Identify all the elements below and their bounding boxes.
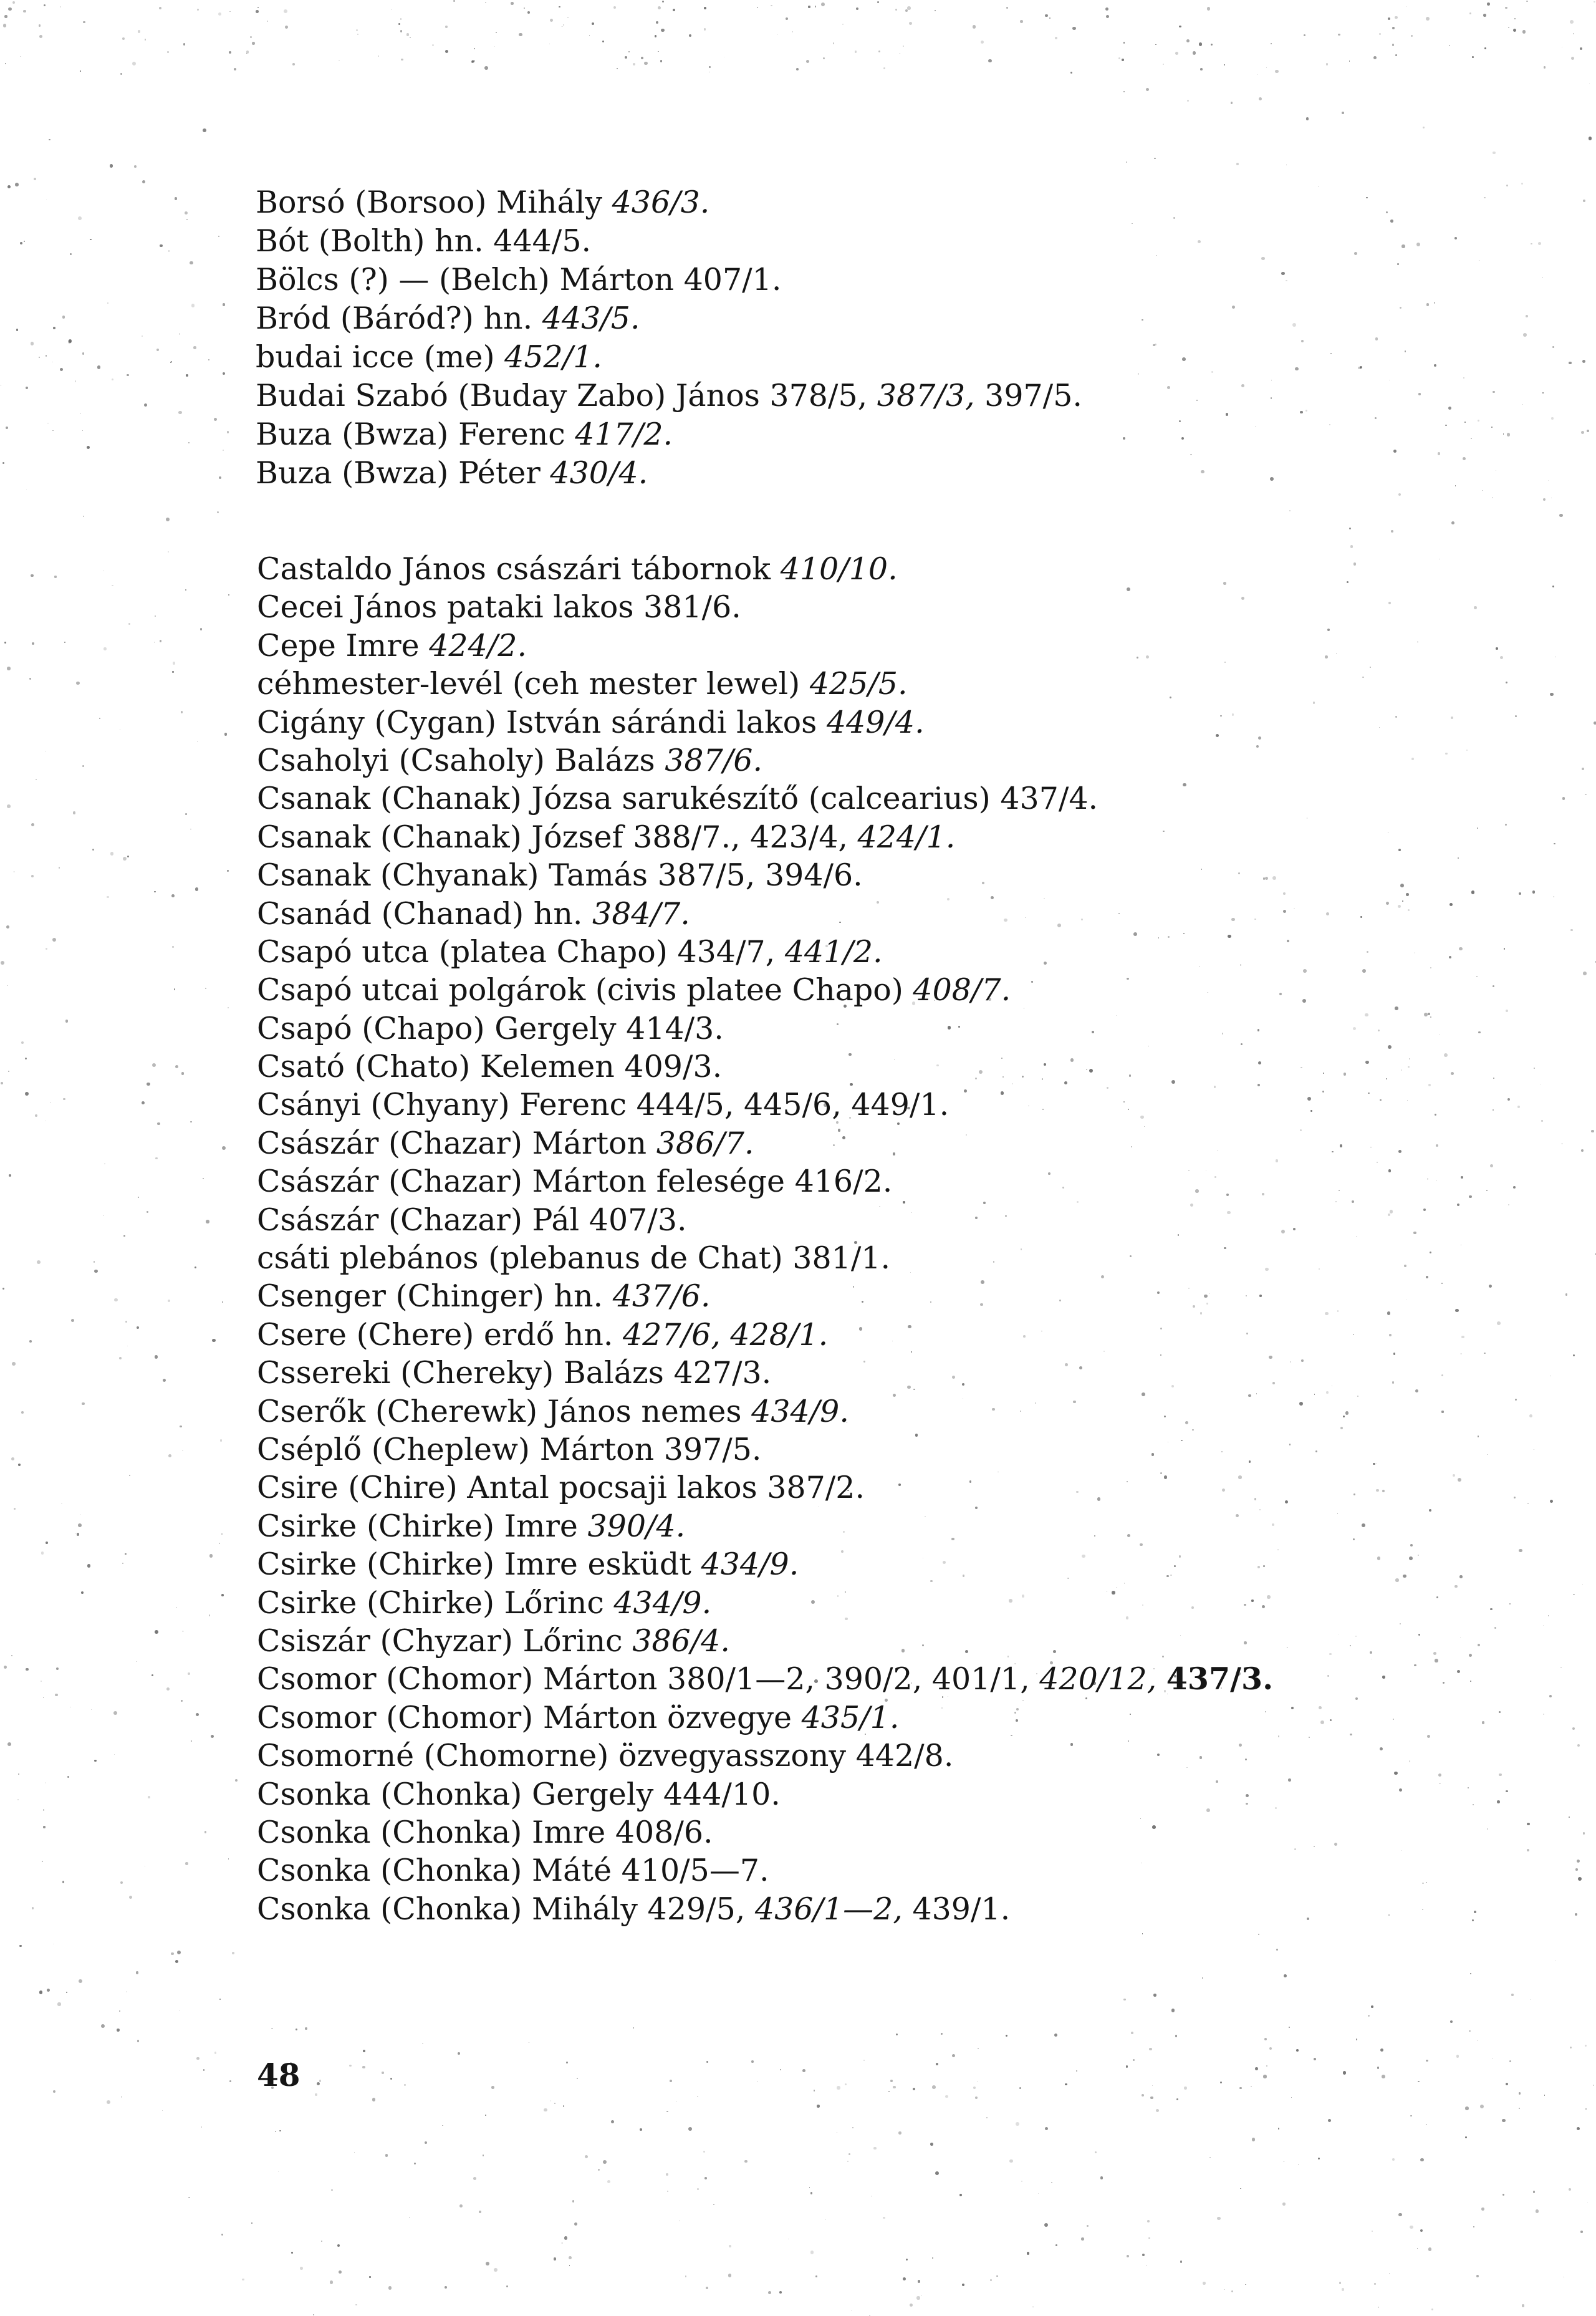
entry-text: Cepe Imre bbox=[257, 627, 430, 663]
index-entry bbox=[257, 741, 1441, 779]
entry-text: céhmester-levél (ceh mester lewel) bbox=[257, 666, 810, 702]
index-entry bbox=[257, 1354, 1441, 1392]
entry-text: 430/4. bbox=[550, 455, 648, 491]
entry-text: 439/1. bbox=[902, 1891, 1011, 1927]
index-entry bbox=[257, 1277, 1441, 1315]
entry-text: Császár (Chazar) Pál 407/3. bbox=[257, 1202, 687, 1238]
entry-text: Csanak (Chanak) Józsa sarukészítő (calcearius) 437/4. bbox=[257, 781, 1098, 817]
entry-text: Csonka (Chonka) Máté 410/5—7. bbox=[257, 1853, 769, 1889]
entry-text: Csányi (Chyany) Ferenc 444/5, 445/6, 449/1. bbox=[257, 1087, 949, 1123]
entry-text: Csirke (Chirke) Lőrinc bbox=[257, 1585, 614, 1621]
entry-text: Csató (Chato) Kelemen 409/3. bbox=[257, 1049, 723, 1085]
entry-text: Csaholyi (Csaholy) Balázs bbox=[257, 742, 665, 778]
entry-text: 384/7. bbox=[592, 895, 690, 932]
entry-text bbox=[1156, 1661, 1166, 1697]
entry-text: 443/5. bbox=[542, 301, 640, 336]
index-entry bbox=[257, 933, 1441, 971]
entry-text: Csonka (Chonka) Imre 408/6. bbox=[257, 1814, 713, 1850]
entry-text: 420/12, bbox=[1039, 1661, 1157, 1697]
entry-text: Csomor (Chomor) Márton özvegye bbox=[257, 1699, 802, 1735]
entry-text: Cecei János pataki lakos 381/6. bbox=[257, 589, 741, 625]
index-entry bbox=[256, 222, 1440, 261]
entry-text: Császár (Chazar) Márton felesége 416/2. bbox=[257, 1164, 893, 1200]
index-entry bbox=[257, 1124, 1441, 1162]
entry-text: Csomorné (Chomorne) özvegyasszony 442/8. bbox=[257, 1738, 954, 1774]
entry-text: Buza (Bwza) Ferenc bbox=[256, 417, 575, 452]
entry-text: 386/7. bbox=[656, 1125, 754, 1161]
entry-text: 424/2. bbox=[429, 627, 527, 663]
entry-text: 435/1. bbox=[801, 1699, 900, 1735]
entry-text: 424/1. bbox=[857, 819, 956, 855]
index-entry bbox=[257, 1048, 1441, 1086]
entry-text: Csirke (Chirke) Imre esküdt bbox=[257, 1546, 701, 1583]
index-entry bbox=[257, 1584, 1441, 1622]
entry-text: 386/4. bbox=[632, 1623, 730, 1659]
index-entry bbox=[257, 1086, 1441, 1124]
entry-text: 436/3. bbox=[612, 185, 710, 220]
entry-text: Borsó (Borsoo) Mihály bbox=[256, 185, 612, 220]
entry-text: 434/9. bbox=[751, 1393, 849, 1429]
index-entry bbox=[256, 261, 1440, 299]
entry-text: Csomor (Chomor) Márton 380/1—2, 390/2, 401/1, bbox=[257, 1661, 1040, 1697]
entry-text: Cssereki (Chereky) Balázs 427/3. bbox=[257, 1355, 772, 1391]
entry-text: Csirke (Chirke) Imre bbox=[257, 1508, 588, 1544]
index-entry bbox=[257, 665, 1441, 703]
entry-text: Csere (Chere) erdő hn. bbox=[257, 1316, 623, 1353]
index-entry bbox=[257, 1851, 1441, 1889]
entry-text: Csiszár (Chyzar) Lőrinc bbox=[257, 1623, 633, 1659]
index-entry bbox=[257, 1699, 1441, 1737]
entry-text: Csapó (Chapo) Gergely 414/3. bbox=[257, 1010, 724, 1046]
index-entry bbox=[257, 550, 1441, 588]
entry-text: 437/3. bbox=[1166, 1661, 1274, 1697]
index-entries-c bbox=[257, 550, 1441, 1928]
entry-text: Cséplő (Cheplew) Márton 397/5. bbox=[257, 1431, 762, 1467]
entry-text: Csanak (Chanak) József 388/7., 423/4, bbox=[257, 819, 858, 855]
entry-text: Csapó utca (platea Chapo) 434/7, bbox=[257, 934, 785, 970]
entry-text: 427/6, 428/1. bbox=[623, 1316, 829, 1353]
entry-text: 417/2. bbox=[575, 417, 673, 452]
index-entry bbox=[257, 1201, 1441, 1239]
index-entry bbox=[257, 1431, 1441, 1469]
entry-text: Budai Szabó (Buday Zabo) János 378/5, bbox=[256, 378, 877, 413]
entry-text: 434/9. bbox=[701, 1546, 799, 1583]
index-entry bbox=[257, 856, 1441, 894]
index-entry bbox=[257, 779, 1441, 818]
entry-text: Castaldo János császári tábornok bbox=[257, 551, 781, 587]
index-entry bbox=[257, 1813, 1441, 1851]
entry-text: csáti plebános (plebanus de Chat) 381/1. bbox=[257, 1240, 891, 1276]
index-entry bbox=[257, 1316, 1441, 1354]
entry-text: Csonka (Chonka) Gergely 444/10. bbox=[257, 1776, 781, 1812]
entry-text: 408/7. bbox=[913, 972, 1011, 1008]
entry-text: 387/6. bbox=[665, 742, 763, 778]
entry-text: 410/10. bbox=[780, 551, 898, 587]
entry-text: 452/1. bbox=[504, 339, 602, 375]
index-entry bbox=[256, 454, 1440, 493]
index-entry bbox=[256, 338, 1440, 377]
entry-text: 425/5. bbox=[809, 666, 908, 702]
index-entries-b bbox=[256, 183, 1440, 493]
entry-text: Buza (Bwza) Péter bbox=[256, 455, 550, 491]
entry-text: 387/3, bbox=[877, 378, 975, 413]
index-entry bbox=[257, 1162, 1441, 1200]
index-entry bbox=[257, 1775, 1441, 1813]
index-entry bbox=[256, 183, 1440, 222]
index-entry bbox=[257, 588, 1441, 626]
entry-text: Császár (Chazar) Márton bbox=[257, 1125, 656, 1161]
index-entry bbox=[256, 299, 1440, 338]
entry-text: Bót (Bolth) hn. 444/5. bbox=[256, 223, 592, 259]
index-entry bbox=[257, 895, 1441, 933]
entry-text: Csenger (Chinger) hn. bbox=[257, 1278, 613, 1315]
entry-text: 436/1—2, bbox=[754, 1891, 903, 1927]
index-entry bbox=[257, 1469, 1441, 1507]
entry-text: 449/4. bbox=[826, 704, 925, 740]
entry-text: Csanád (Chanad) hn. bbox=[257, 895, 593, 932]
index-entry bbox=[257, 627, 1441, 665]
entry-text: budai icce (me) bbox=[256, 339, 505, 375]
index-entry bbox=[257, 1239, 1441, 1277]
index-entry bbox=[257, 1010, 1441, 1048]
index-entry bbox=[256, 415, 1440, 454]
entry-text: Bölcs (?) — (Belch) Márton 407/1. bbox=[256, 262, 782, 297]
entry-text: 437/6. bbox=[612, 1278, 711, 1315]
entry-text: Cserők (Cherewk) János nemes bbox=[257, 1393, 752, 1429]
entry-text: Csire (Chire) Antal pocsaji lakos 387/2. bbox=[257, 1470, 865, 1506]
index-entry bbox=[257, 1737, 1441, 1775]
index-entry bbox=[257, 1660, 1441, 1698]
index-entry bbox=[256, 377, 1440, 415]
index-entry bbox=[257, 971, 1441, 1009]
index-entry bbox=[257, 1622, 1441, 1660]
entry-text: Csonka (Chonka) Mihály 429/5, bbox=[257, 1891, 755, 1927]
entry-text: 390/4. bbox=[587, 1508, 686, 1544]
entry-text: Csapó utcai polgárok (civis platee Chapo) bbox=[257, 972, 913, 1008]
index-entry bbox=[257, 1545, 1441, 1583]
index-entry bbox=[257, 1392, 1441, 1431]
entry-text: 441/2. bbox=[784, 934, 883, 970]
entry-text: 434/9. bbox=[613, 1585, 712, 1621]
page-number: 48 bbox=[257, 2057, 300, 2093]
index-entry bbox=[257, 1507, 1441, 1545]
index-entry bbox=[257, 818, 1441, 856]
entry-text: Bród (Báród?) hn. bbox=[256, 301, 542, 336]
index-entry bbox=[257, 1890, 1441, 1928]
index-entry bbox=[257, 703, 1441, 741]
entry-text: 397/5. bbox=[974, 378, 1082, 413]
entry-text: Cigány (Cygan) István sárándi lakos bbox=[257, 704, 827, 740]
entry-text: Csanak (Chyanak) Tamás 387/5, 394/6. bbox=[257, 857, 863, 894]
